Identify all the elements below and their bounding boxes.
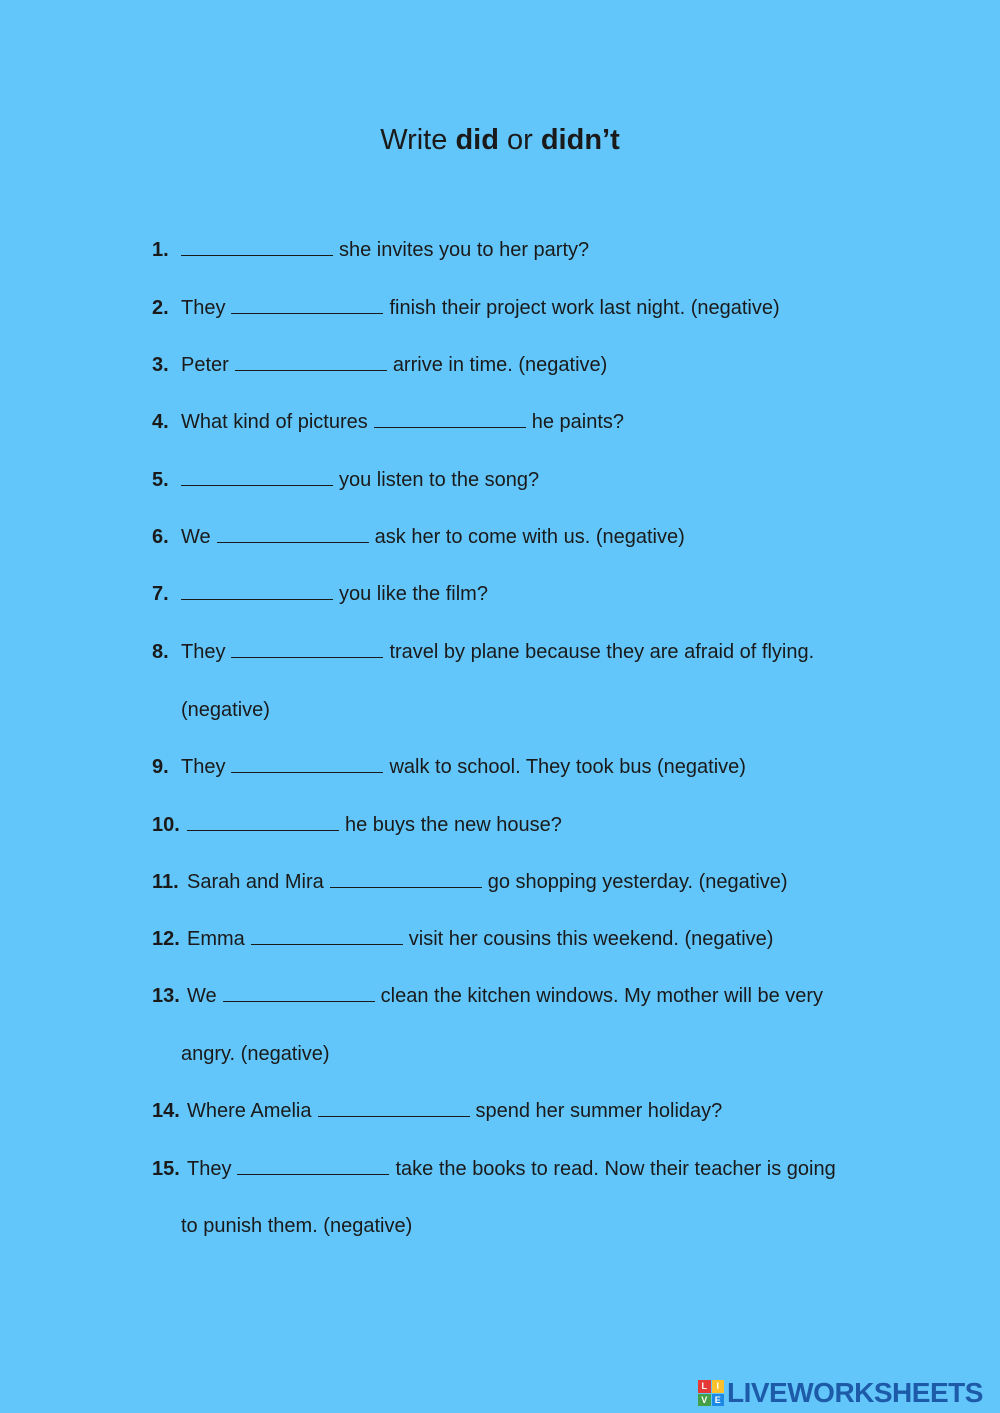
exercise-item-13-continuation: angry. (negative) bbox=[181, 1043, 330, 1065]
item-text-before: Emma bbox=[187, 928, 245, 950]
item-text-before: They bbox=[181, 297, 226, 319]
item-text-after: finish their project work last night. (negative) bbox=[389, 297, 780, 319]
item-text-before: They bbox=[181, 641, 226, 663]
logo-text: LIVEWORKSHEETS bbox=[727, 1377, 983, 1408]
exercise-item-10 bbox=[152, 811, 562, 839]
exercise-item-8-continuation: (negative) bbox=[181, 699, 270, 721]
item-number: 8. bbox=[152, 641, 169, 663]
answer-blank[interactable] bbox=[374, 409, 526, 428]
item-number: 11. bbox=[152, 871, 179, 893]
answer-blank[interactable] bbox=[187, 812, 339, 831]
item-text-after: spend her summer holiday? bbox=[475, 1100, 723, 1122]
item-number: 3. bbox=[152, 354, 169, 376]
item-number: 14. bbox=[152, 1100, 180, 1122]
answer-blank[interactable] bbox=[181, 581, 333, 600]
item-number: 13. bbox=[152, 985, 180, 1007]
logo-mark-letter: I bbox=[712, 1380, 725, 1393]
liveworksheets-logo bbox=[698, 1377, 983, 1409]
item-number: 10. bbox=[152, 814, 180, 836]
title-word-didnt: didn’t bbox=[540, 124, 620, 156]
item-text-before: Sarah and Mira bbox=[187, 871, 324, 893]
exercise-item-12 bbox=[152, 925, 773, 953]
item-text-after: travel by plane because they are afraid of flying. bbox=[389, 641, 815, 663]
item-text-before: Peter bbox=[181, 354, 229, 376]
exercise-item-15 bbox=[152, 1155, 836, 1183]
title-middle: or bbox=[498, 124, 541, 156]
item-number: 2. bbox=[152, 297, 169, 319]
item-text-after: he buys the new house? bbox=[345, 814, 562, 836]
logo-mark-icon bbox=[698, 1380, 724, 1406]
answer-blank[interactable] bbox=[223, 983, 375, 1002]
answer-blank[interactable] bbox=[237, 1156, 389, 1175]
answer-blank[interactable] bbox=[217, 524, 369, 543]
item-text-after: you listen to the song? bbox=[339, 469, 540, 491]
title-prefix: Write bbox=[380, 124, 456, 156]
item-text-after: ask her to come with us. (negative) bbox=[374, 526, 685, 548]
item-number: 15. bbox=[152, 1158, 180, 1180]
item-number: 12. bbox=[152, 928, 180, 950]
item-number: 6. bbox=[152, 526, 169, 548]
worksheet-title bbox=[0, 122, 1000, 158]
item-text-before: What kind of pictures bbox=[181, 411, 368, 433]
answer-blank[interactable] bbox=[231, 295, 383, 314]
item-number: 7. bbox=[152, 583, 169, 605]
item-text-after: arrive in time. (negative) bbox=[392, 354, 608, 376]
item-text-before: We bbox=[187, 985, 217, 1007]
item-number: 1. bbox=[152, 239, 169, 261]
answer-blank[interactable] bbox=[231, 754, 383, 773]
item-text-after: walk to school. They took bus (negative) bbox=[389, 756, 746, 778]
item-text-after: visit her cousins this weekend. (negative) bbox=[408, 928, 774, 950]
logo-mark-letter: L bbox=[698, 1380, 711, 1393]
exercise-item-1 bbox=[152, 236, 589, 264]
logo-mark-letter: V bbox=[698, 1394, 711, 1407]
logo-mark-letter: E bbox=[712, 1394, 725, 1407]
item-number: 5. bbox=[152, 469, 169, 491]
answer-blank[interactable] bbox=[181, 467, 333, 486]
exercise-item-11 bbox=[152, 868, 788, 896]
item-text-after: she invites you to her party? bbox=[339, 239, 590, 261]
item-text-before: We bbox=[181, 526, 211, 548]
item-text-after: you like the film? bbox=[339, 583, 488, 605]
answer-blank[interactable] bbox=[330, 869, 482, 888]
exercise-item-14 bbox=[152, 1097, 722, 1125]
item-text-before: Where Amelia bbox=[187, 1100, 312, 1122]
exercise-item-8 bbox=[152, 638, 814, 666]
exercise-item-7 bbox=[152, 580, 488, 608]
title-word-did: did bbox=[455, 124, 499, 156]
item-number: 9. bbox=[152, 756, 169, 778]
answer-blank[interactable] bbox=[318, 1098, 470, 1117]
item-text-after: clean the kitchen windows. My mother will be very bbox=[380, 985, 824, 1007]
exercise-item-15-continuation: to punish them. (negative) bbox=[181, 1215, 413, 1237]
answer-blank[interactable] bbox=[251, 926, 403, 945]
item-text-after: he paints? bbox=[531, 411, 625, 433]
exercise-item-13 bbox=[152, 982, 823, 1010]
answer-blank[interactable] bbox=[181, 237, 333, 256]
item-text-after: go shopping yesterday. (negative) bbox=[487, 871, 788, 893]
item-text-before: They bbox=[187, 1158, 232, 1180]
item-text-before: They bbox=[181, 756, 226, 778]
answer-blank[interactable] bbox=[235, 352, 387, 371]
exercise-item-9 bbox=[152, 753, 746, 781]
item-text-after: take the books to read. Now their teacher is going bbox=[395, 1158, 836, 1180]
exercise-item-4 bbox=[152, 408, 624, 436]
exercise-item-3 bbox=[152, 351, 607, 379]
exercise-item-5 bbox=[152, 466, 539, 494]
answer-blank[interactable] bbox=[231, 639, 383, 658]
exercise-item-6 bbox=[152, 523, 685, 551]
exercise-item-2 bbox=[152, 294, 780, 322]
item-number: 4. bbox=[152, 411, 169, 433]
